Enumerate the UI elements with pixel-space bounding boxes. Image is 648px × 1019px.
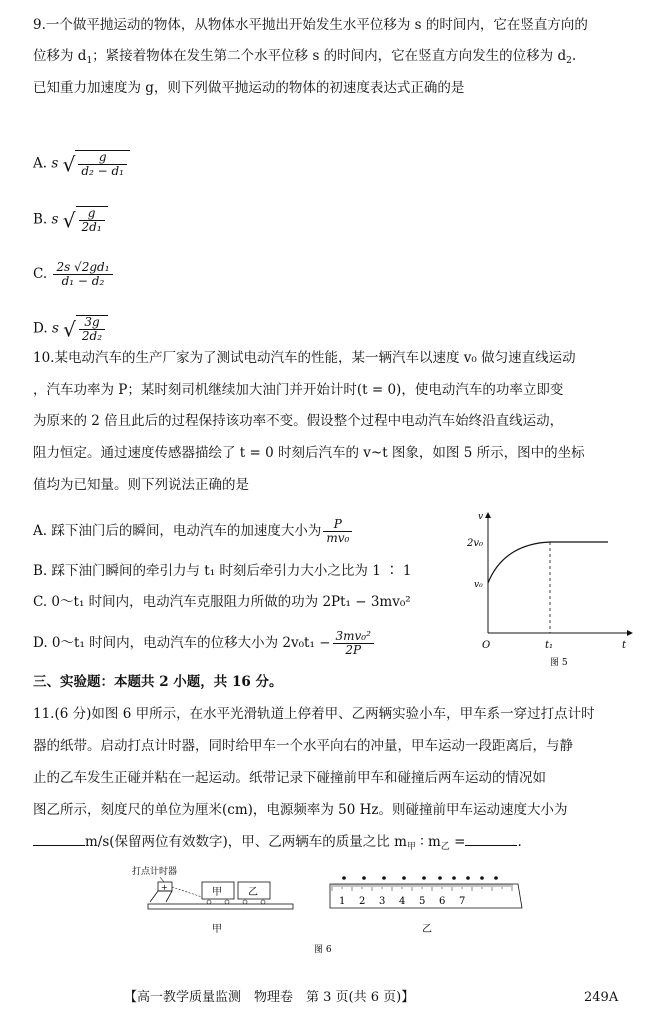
ruler-label: 2 [359, 896, 366, 907]
v0-label: v₀ [474, 580, 483, 590]
v-axis-label: v [478, 512, 484, 522]
figure-5-vt-graph [467, 505, 640, 670]
q11-line1: 11.(6 分)如图 6 甲所示，在水平光滑轨道上停着甲、乙两辆实验小车，甲车系一穿过打点计时 [33, 706, 595, 722]
q10-option-d: D. 0～t₁ 时间内，电动汽车的位移大小为 2v₀t₁ − $\frac{\text{3mv₀²}}{2P}$ [33, 630, 376, 657]
q10-option-a: A. 踩下油门后的瞬间，电动汽车的加速度大小为 $\frac{P}{\text{mv₀}}$ [33, 518, 354, 545]
paper-tape [172, 887, 202, 897]
q9-option-a: A. s √ $\frac{g}{\text{d₂ − d₁}}$ [33, 150, 130, 178]
svg-text:甲: 甲 [212, 887, 222, 898]
footer-text: 【高一教学质量监测 物理卷 第 3 页(共 6 页)】 [124, 990, 415, 1005]
answer-blank-speed[interactable] [33, 833, 85, 846]
q11-line5: m/s(保留两位有效数字)，甲、乙两辆车的质量之比 $m_甲$ ∶ $m_乙$ = . [33, 833, 522, 855]
footer-code: 249A [584, 990, 619, 1005]
q9-line2: 位移为 $d_1$；紧接着物体在发生第二个水平位移 s 的时间内，它在竖直方向发生的位移为 $d_2$. [33, 48, 577, 66]
q10-line4: 阻力恒定。通过速度传感器描绘了 t = 0 时刻后汽车的 v~t 图象，如图 5 所示，图中的坐标 [33, 445, 585, 461]
ruler-label: 6 [439, 896, 446, 907]
q9-line1: 9.一个做平抛运动的物体，从物体水平抛出开始发生水平位移为 s 的时间内，它在竖直方向的 [33, 17, 588, 33]
ruler-label: 1 [339, 896, 346, 907]
q9-option-c: C. $\frac{\text{2s √2gd₁}}{\text{d₁ − d₂}}$ [33, 261, 115, 288]
q10-number: 10. [33, 350, 55, 366]
q10-line3: 为原来的 2 倍且此后的过程保持该功率不变。假设整个过程中电动汽车始终沿直线运动， [33, 413, 564, 429]
subfig-b-label: 乙 [422, 924, 432, 935]
figure-5-caption: 图 5 [550, 658, 568, 668]
q11-line4: 图乙所示，刻度尺的单位为厘米(cm)，电源频率为 50 Hz。则碰撞前甲车运动速度大小为 [33, 802, 568, 818]
q10-option-b: B. 踩下油门瞬间的牵引力与 t₁ 时刻后牵引力大小之比为 1 ∶ 1 [33, 563, 412, 579]
q9-option-b: B. s √ $\frac{g}{\text{2d₁}}$ [33, 206, 108, 234]
svg-text:乙: 乙 [248, 887, 258, 898]
two-v0-label: 2v₀ [467, 538, 484, 549]
q10-line2: ，汽车功率为 P；某时刻司机继续加大油门并开始计时(t = 0)，使电动汽车的功率立即变 [33, 382, 564, 398]
origin-label: O [482, 640, 491, 651]
t-axis-label: t [622, 640, 627, 651]
ruler-label: 7 [459, 896, 466, 907]
q11-line3: 止的乙车发生正碰并粘在一起运动。纸带记录下碰撞前甲车和碰撞后两车运动的情况如 [33, 770, 546, 786]
answer-blank-mass-ratio[interactable] [465, 833, 517, 846]
ruler-label: 3 [379, 896, 386, 907]
track [148, 904, 293, 909]
q9-line3: 已知重力加速度为 g，则下列做平抛运动的物体的初速度表达式正确的是 [33, 80, 465, 96]
q9-option-d: D. s √ $\frac{3g}{\text{2d₂}}$ [33, 315, 108, 343]
ruler-label: 4 [399, 896, 406, 907]
subfig-a-label: 甲 [212, 924, 222, 935]
q9-number: 9. [33, 17, 46, 33]
t1-label: t₁ [545, 640, 554, 651]
q10-option-c: C. 0～t₁ 时间内，电动汽车克服阻力所做的功为 2Pt₁ − 3mv₀² [33, 594, 411, 610]
q10-line1: 10.某电动汽车的生产厂家为了测试电动汽车的性能，某一辆汽车以速度 v₀ 做匀速直线运动 [33, 350, 576, 366]
ruler-label: 5 [419, 896, 426, 907]
figure-6-caption: 图 6 [314, 945, 332, 955]
timer-label: 打点计时器 [132, 867, 178, 877]
svg-text:+: + [161, 883, 168, 892]
q10-line5: 值均为已知量。则下列说法正确的是 [33, 477, 249, 493]
tape-dots [342, 876, 498, 880]
q11-line2: 器的纸带。启动打点计时器，同时给甲车一个水平向右的冲量，甲车运动一段距离后，与静 [33, 738, 573, 754]
q11-number: 11. [33, 706, 55, 722]
figure-6 [120, 860, 540, 960]
section3-heading: 三、实验题：本题共 2 小题，共 16 分。 [33, 674, 283, 690]
velocity-curve [488, 542, 608, 583]
